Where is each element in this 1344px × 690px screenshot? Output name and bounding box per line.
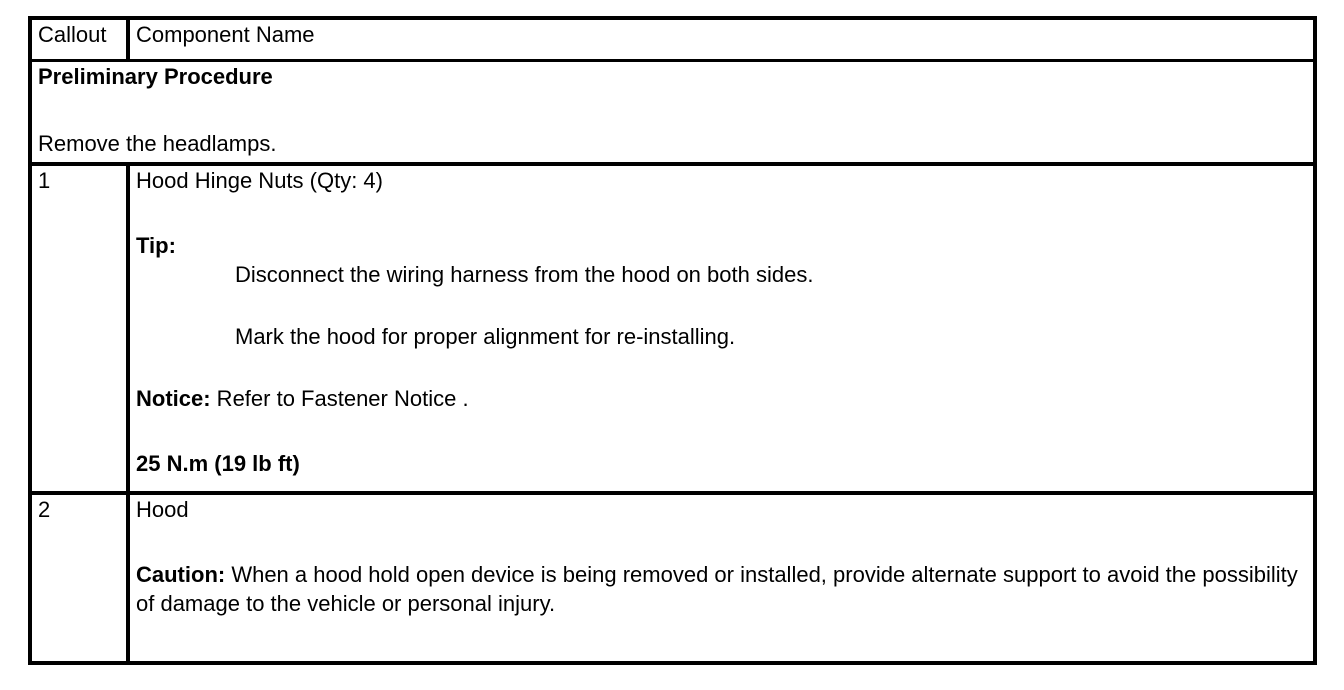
component-cell bbox=[128, 164, 1315, 493]
preliminary-procedure-title: Preliminary Procedure bbox=[38, 64, 273, 89]
tip-label: Tip: bbox=[136, 233, 176, 258]
caution-label: Caution: bbox=[136, 562, 226, 587]
tip-item: Mark the hood for proper alignment for re-installing. bbox=[235, 324, 736, 349]
callout-column-header: Callout bbox=[30, 18, 128, 61]
table-row bbox=[30, 164, 1315, 493]
caution-text: When a hood hold open device is being removed or installed, provide alternate support to avoid the possibility of damage to the vehicle or personal injury. bbox=[136, 562, 1298, 616]
preliminary-procedure-text: Remove the headlamps. bbox=[38, 131, 277, 156]
procedure-table bbox=[28, 16, 1317, 665]
component-name: Hood Hinge Nuts (Qty: 4) bbox=[136, 168, 383, 193]
component-name-column-header: Component Name bbox=[128, 18, 1315, 61]
header-row bbox=[30, 18, 1315, 61]
notice-line bbox=[136, 384, 1307, 413]
notice-label: Notice: bbox=[136, 386, 211, 411]
component-cell bbox=[128, 493, 1315, 663]
torque-spec: 25 N.m (19 lb ft) bbox=[136, 451, 300, 476]
preliminary-procedure-cell bbox=[30, 61, 1315, 165]
component-name: Hood bbox=[136, 497, 189, 522]
caution-line bbox=[136, 560, 1307, 618]
table-row bbox=[30, 493, 1315, 663]
callout-number: 2 bbox=[30, 493, 128, 663]
notice-text: Refer to Fastener Notice . bbox=[210, 386, 469, 411]
callout-number: 1 bbox=[30, 164, 128, 493]
preliminary-procedure-row bbox=[30, 61, 1315, 165]
tip-item: Disconnect the wiring harness from the hood on both sides. bbox=[235, 262, 814, 287]
